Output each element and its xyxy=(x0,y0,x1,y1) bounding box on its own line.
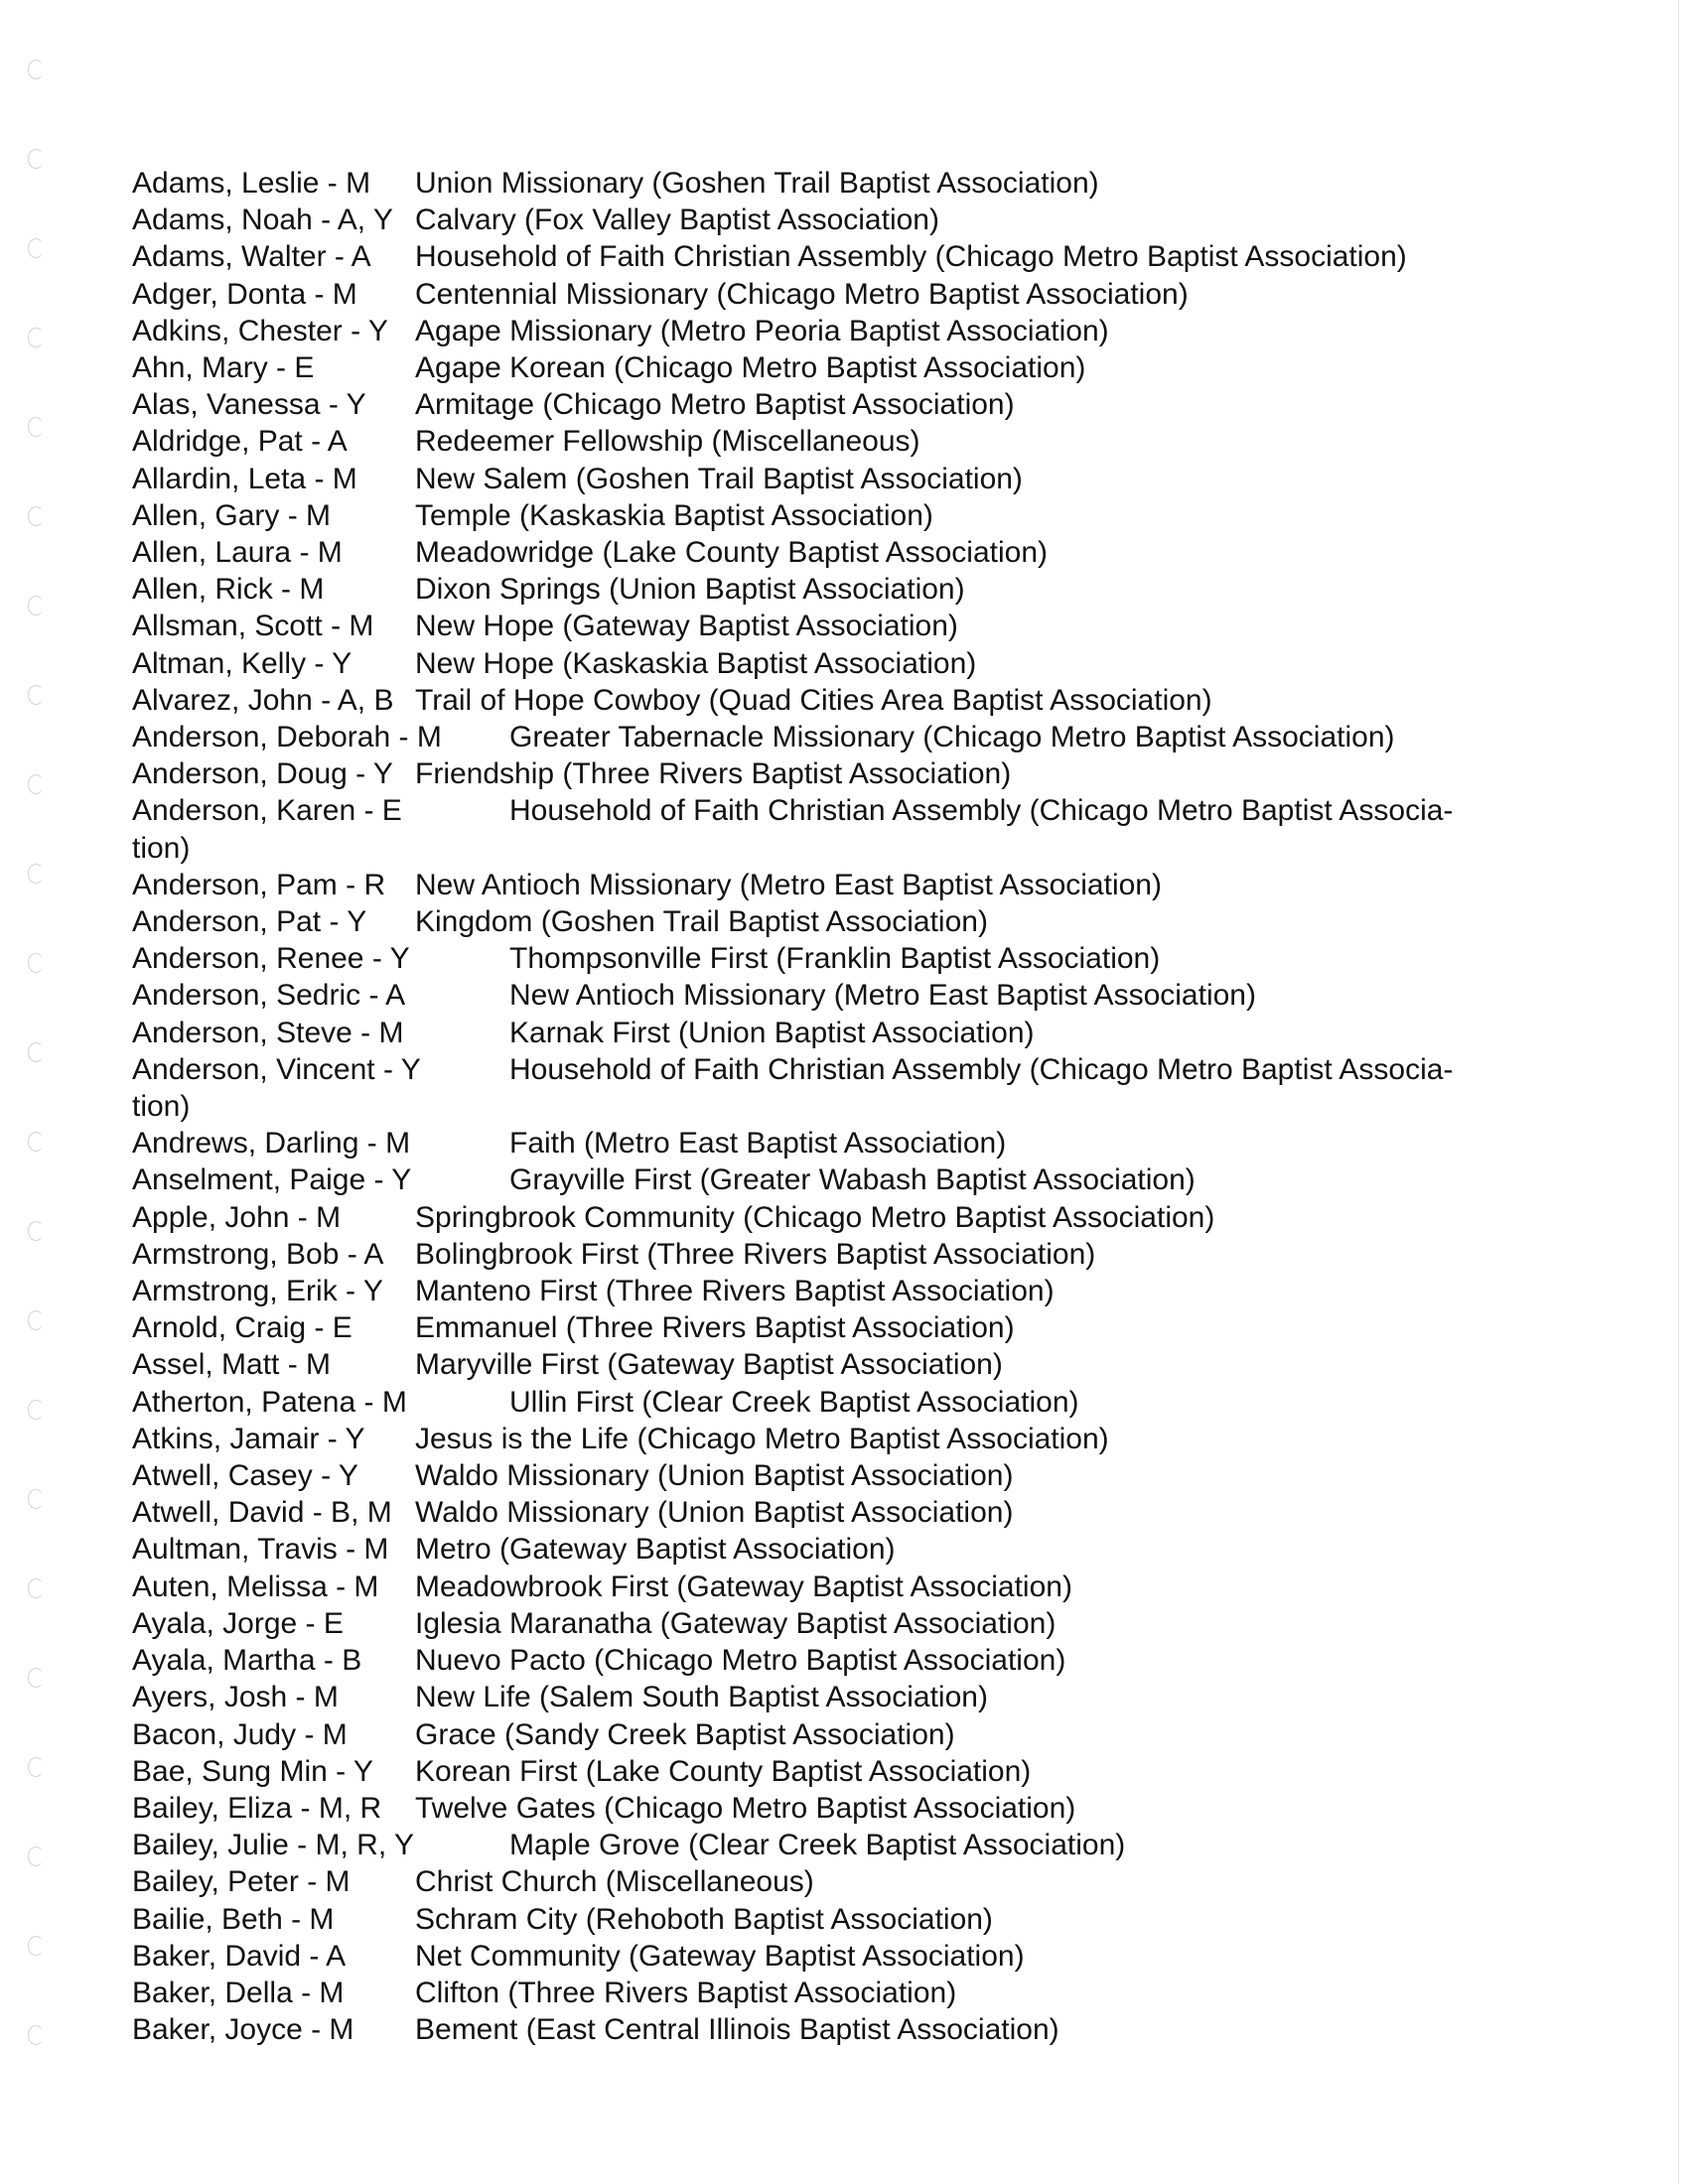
list-item xyxy=(132,1790,1522,1827)
person-name: Aldridge, Pat - A xyxy=(132,425,348,459)
punch-hole-mark xyxy=(28,1132,44,1152)
punch-hole-mark xyxy=(28,1846,44,1866)
punch-hole-mark xyxy=(28,1310,44,1330)
church-association: Waldo Missionary (Union Baptist Association) xyxy=(415,1459,1014,1493)
person-name: Anderson, Steve - M xyxy=(132,1016,404,1049)
punch-hole-mark xyxy=(28,685,44,705)
person-name: Atkins, Jamair - Y xyxy=(132,1422,365,1455)
church-association: Nuevo Pacto (Chicago Metro Baptist Association) xyxy=(415,1644,1066,1678)
church-association: New Antioch Missionary (Metro East Baptist Association) xyxy=(415,868,1162,901)
person-name: Alvarez, John - A, B xyxy=(132,683,394,717)
person-name: Atwell, David - B, M xyxy=(132,1496,392,1530)
person-name: Anderson, Pam - R xyxy=(132,868,386,901)
list-item xyxy=(132,682,1522,719)
person-name: Ayala, Martha - B xyxy=(132,1644,362,1678)
church-association: Household of Faith Christian Assembly (Chicago Metro Baptist Association) xyxy=(415,240,1407,274)
punch-hole-mark xyxy=(28,774,44,794)
punch-hole-mark xyxy=(28,1489,44,1509)
church-association: Trail of Hope Cowboy (Quad Cities Area Baptist Association) xyxy=(415,683,1212,717)
church-association: Armitage (Chicago Metro Baptist Association) xyxy=(415,388,1015,422)
church-association: Emmanuel (Three Rivers Baptist Association) xyxy=(415,1311,1015,1345)
list-item xyxy=(132,755,1522,792)
church-association: Karnak First (Union Baptist Association) xyxy=(509,1016,1035,1049)
person-name: Adams, Walter - A xyxy=(132,240,371,274)
punch-hole-mark xyxy=(28,1936,44,1956)
church-association-continuation: tion) xyxy=(132,831,191,865)
punch-hole-mark xyxy=(28,1042,44,1062)
list-item xyxy=(132,1199,1522,1236)
church-association: Redeemer Fellowship (Miscellaneous) xyxy=(415,425,920,459)
person-name: Allen, Laura - M xyxy=(132,536,343,570)
list-item xyxy=(132,423,1522,460)
person-name: Aultman, Travis - M xyxy=(132,1533,389,1567)
church-association: Christ Church (Miscellaneous) xyxy=(415,1865,814,1899)
list-item xyxy=(132,1569,1522,1605)
person-name: Baker, Joyce - M xyxy=(132,2013,354,2047)
church-association: Friendship (Three Rivers Baptist Association) xyxy=(415,757,1012,791)
church-association: New Salem (Goshen Trail Baptist Association) xyxy=(415,462,1023,495)
punch-hole-mark xyxy=(28,60,44,79)
person-name: Arnold, Craig - E xyxy=(132,1311,352,1345)
person-name: Adkins, Chester - Y xyxy=(132,314,388,347)
list-item xyxy=(132,1015,1522,1051)
list-item xyxy=(132,940,1522,977)
church-association-continuation: tion) xyxy=(132,1090,191,1124)
church-association: Springbrook Community (Chicago Metro Baptist Association) xyxy=(415,1200,1215,1234)
church-association: Meadowbrook First (Gateway Baptist Association) xyxy=(415,1570,1072,1603)
person-name: Anderson, Doug - Y xyxy=(132,757,393,791)
list-item xyxy=(132,2011,1522,2048)
punch-hole-mark xyxy=(28,1668,44,1688)
church-association: New Hope (Gateway Baptist Association) xyxy=(415,610,958,643)
list-item xyxy=(132,534,1522,571)
person-name: Adams, Leslie - M xyxy=(132,167,371,200)
punch-hole-mark xyxy=(28,506,44,526)
list-item xyxy=(132,1309,1522,1346)
person-name: Altman, Kelly - Y xyxy=(132,646,352,680)
person-name: Anderson, Deborah - M xyxy=(132,721,442,754)
church-association: Meadowridge (Lake County Baptist Association) xyxy=(415,536,1049,570)
person-name: Anderson, Pat - Y xyxy=(132,905,367,939)
list-item xyxy=(132,313,1522,349)
list-item xyxy=(132,1236,1522,1273)
person-name: Assel, Matt - M xyxy=(132,1348,332,1382)
person-name: Bailey, Peter - M xyxy=(132,1865,351,1899)
church-association: Agape Missionary (Metro Peoria Baptist Association) xyxy=(415,314,1109,347)
punch-hole-mark xyxy=(28,2025,44,2045)
church-association: Korean First (Lake County Baptist Association) xyxy=(415,1754,1032,1788)
person-name: Bae, Sung Min - Y xyxy=(132,1754,373,1788)
list-item xyxy=(132,1679,1522,1715)
person-name: Apple, John - M xyxy=(132,1200,342,1234)
person-name: Anderson, Renee - Y xyxy=(132,942,410,976)
list-item xyxy=(132,497,1522,534)
church-association: Grace (Sandy Creek Baptist Association) xyxy=(415,1717,955,1751)
person-name: Baker, Della - M xyxy=(132,1976,345,2009)
punch-hole-mark xyxy=(28,328,44,347)
church-association: Thompsonville First (Franklin Baptist Association) xyxy=(509,942,1161,976)
list-item xyxy=(132,1827,1522,1863)
person-name: Anselment, Paige - Y xyxy=(132,1163,412,1197)
person-name: Anderson, Karen - E xyxy=(132,794,402,828)
person-name: Atherton, Patena - M xyxy=(132,1385,407,1419)
church-association: Temple (Kaskaskia Baptist Association) xyxy=(415,498,933,532)
person-name: Armstrong, Erik - Y xyxy=(132,1275,383,1308)
person-name: Bailey, Eliza - M, R xyxy=(132,1791,382,1825)
church-association: Bolingbrook First (Three Rivers Baptist Association) xyxy=(415,1237,1096,1271)
church-association: Faith (Metro East Baptist Association) xyxy=(509,1127,1007,1160)
list-item xyxy=(132,1531,1522,1568)
punch-hole-mark xyxy=(28,1221,44,1241)
punch-hole-mark xyxy=(28,149,44,169)
church-association: Waldo Missionary (Union Baptist Association) xyxy=(415,1496,1014,1530)
church-association: Ullin First (Clear Creek Baptist Association) xyxy=(509,1385,1079,1419)
punch-hole-mark xyxy=(28,417,44,437)
list-item xyxy=(132,1863,1522,1900)
person-name: Alas, Vanessa - Y xyxy=(132,388,366,422)
person-name: Ahn, Mary - E xyxy=(132,351,315,385)
list-item xyxy=(132,1125,1522,1161)
person-name: Ayers, Josh - M xyxy=(132,1681,339,1714)
list-item xyxy=(132,1716,1522,1753)
church-association: Household of Faith Christian Assembly (Chicago Metro Baptist Associa- xyxy=(509,1052,1454,1086)
church-association: Manteno First (Three Rivers Baptist Association) xyxy=(415,1275,1055,1308)
punch-hole-mark xyxy=(28,596,44,615)
list-item xyxy=(132,1346,1522,1383)
person-name: Ayala, Jorge - E xyxy=(132,1606,344,1640)
person-name: Anderson, Vincent - Y xyxy=(132,1052,421,1086)
church-association: Bement (East Central Illinois Baptist Association) xyxy=(415,2013,1059,2047)
person-name: Adams, Noah - A, Y xyxy=(132,204,393,237)
list-item xyxy=(132,719,1522,755)
person-name: Baker, David - A xyxy=(132,1939,347,1973)
person-name: Allsman, Scott - M xyxy=(132,610,374,643)
punch-hole-marks xyxy=(24,60,54,2124)
list-item xyxy=(132,461,1522,497)
list-item xyxy=(132,1421,1522,1457)
list-item xyxy=(132,1753,1522,1790)
church-association: Twelve Gates (Chicago Metro Baptist Association) xyxy=(415,1791,1076,1825)
church-association: Metro (Gateway Baptist Association) xyxy=(415,1533,896,1567)
church-association: Maryville First (Gateway Baptist Association) xyxy=(415,1348,1003,1382)
punch-hole-mark xyxy=(28,864,44,884)
punch-hole-mark xyxy=(28,953,44,973)
person-name: Armstrong, Bob - A xyxy=(132,1237,384,1271)
list-item xyxy=(132,792,1522,866)
punch-hole-mark xyxy=(28,1400,44,1420)
list-item xyxy=(132,645,1522,682)
church-association: Maple Grove (Clear Creek Baptist Association) xyxy=(509,1829,1126,1862)
punch-hole-mark xyxy=(28,1578,44,1598)
list-item xyxy=(132,867,1522,903)
scan-edge-line xyxy=(1678,0,1679,2184)
church-association: Centennial Missionary (Chicago Metro Baptist Association) xyxy=(415,277,1189,311)
church-association: New Hope (Kaskaskia Baptist Association) xyxy=(415,646,977,680)
person-name: Bailie, Beth - M xyxy=(132,1902,335,1936)
list-item xyxy=(132,276,1522,313)
person-name: Allardin, Leta - M xyxy=(132,462,357,495)
church-association: Household of Faith Christian Assembly (Chicago Metro Baptist Associa- xyxy=(509,794,1454,828)
church-association: Greater Tabernacle Missionary (Chicago Metro Baptist Association) xyxy=(509,721,1395,754)
church-association: Calvary (Fox Valley Baptist Association) xyxy=(415,204,939,237)
list-item xyxy=(132,903,1522,940)
list-item xyxy=(132,202,1522,238)
list-item xyxy=(132,1605,1522,1642)
list-item xyxy=(132,1384,1522,1421)
list-item xyxy=(132,349,1522,386)
list-item xyxy=(132,1457,1522,1494)
person-name: Atwell, Casey - Y xyxy=(132,1459,358,1493)
person-name: Allen, Rick - M xyxy=(132,573,325,607)
list-item xyxy=(132,165,1522,202)
person-name: Andrews, Darling - M xyxy=(132,1127,411,1160)
church-association: New Life (Salem South Baptist Association) xyxy=(415,1681,988,1714)
list-item xyxy=(132,238,1522,275)
church-association: Schram City (Rehoboth Baptist Association) xyxy=(415,1902,993,1936)
list-item xyxy=(132,386,1522,423)
person-name: Bailey, Julie - M, R, Y xyxy=(132,1829,414,1862)
church-association: Grayville First (Greater Wabash Baptist Association) xyxy=(509,1163,1196,1197)
person-name: Bacon, Judy - M xyxy=(132,1717,348,1751)
list-item xyxy=(132,608,1522,644)
church-association: Agape Korean (Chicago Metro Baptist Association) xyxy=(415,351,1086,385)
person-name: Anderson, Sedric - A xyxy=(132,979,406,1013)
church-association: Jesus is the Life (Chicago Metro Baptist Association) xyxy=(415,1422,1109,1455)
list-item xyxy=(132,1975,1522,2011)
church-listing xyxy=(132,165,1522,2048)
church-association: Iglesia Maranatha (Gateway Baptist Association) xyxy=(415,1606,1057,1640)
church-association: Kingdom (Goshen Trail Baptist Association) xyxy=(415,905,988,939)
list-item xyxy=(132,1642,1522,1679)
list-item xyxy=(132,1494,1522,1531)
church-association: New Antioch Missionary (Metro East Baptist Association) xyxy=(509,979,1256,1013)
punch-hole-mark xyxy=(28,1757,44,1777)
person-name: Allen, Gary - M xyxy=(132,498,332,532)
list-item xyxy=(132,571,1522,608)
list-item xyxy=(132,1161,1522,1198)
church-association: Clifton (Three Rivers Baptist Association) xyxy=(415,1976,957,2009)
church-association: Union Missionary (Goshen Trail Baptist Association) xyxy=(415,167,1099,200)
punch-hole-mark xyxy=(28,238,44,258)
list-item xyxy=(132,1901,1522,1938)
church-association: Dixon Springs (Union Baptist Association) xyxy=(415,573,965,607)
person-name: Auten, Melissa - M xyxy=(132,1570,379,1603)
list-item xyxy=(132,1051,1522,1125)
person-name: Adger, Donta - M xyxy=(132,277,357,311)
list-item xyxy=(132,977,1522,1014)
list-item xyxy=(132,1273,1522,1309)
church-association: Net Community (Gateway Baptist Association) xyxy=(415,1939,1025,1973)
list-item xyxy=(132,1938,1522,1975)
